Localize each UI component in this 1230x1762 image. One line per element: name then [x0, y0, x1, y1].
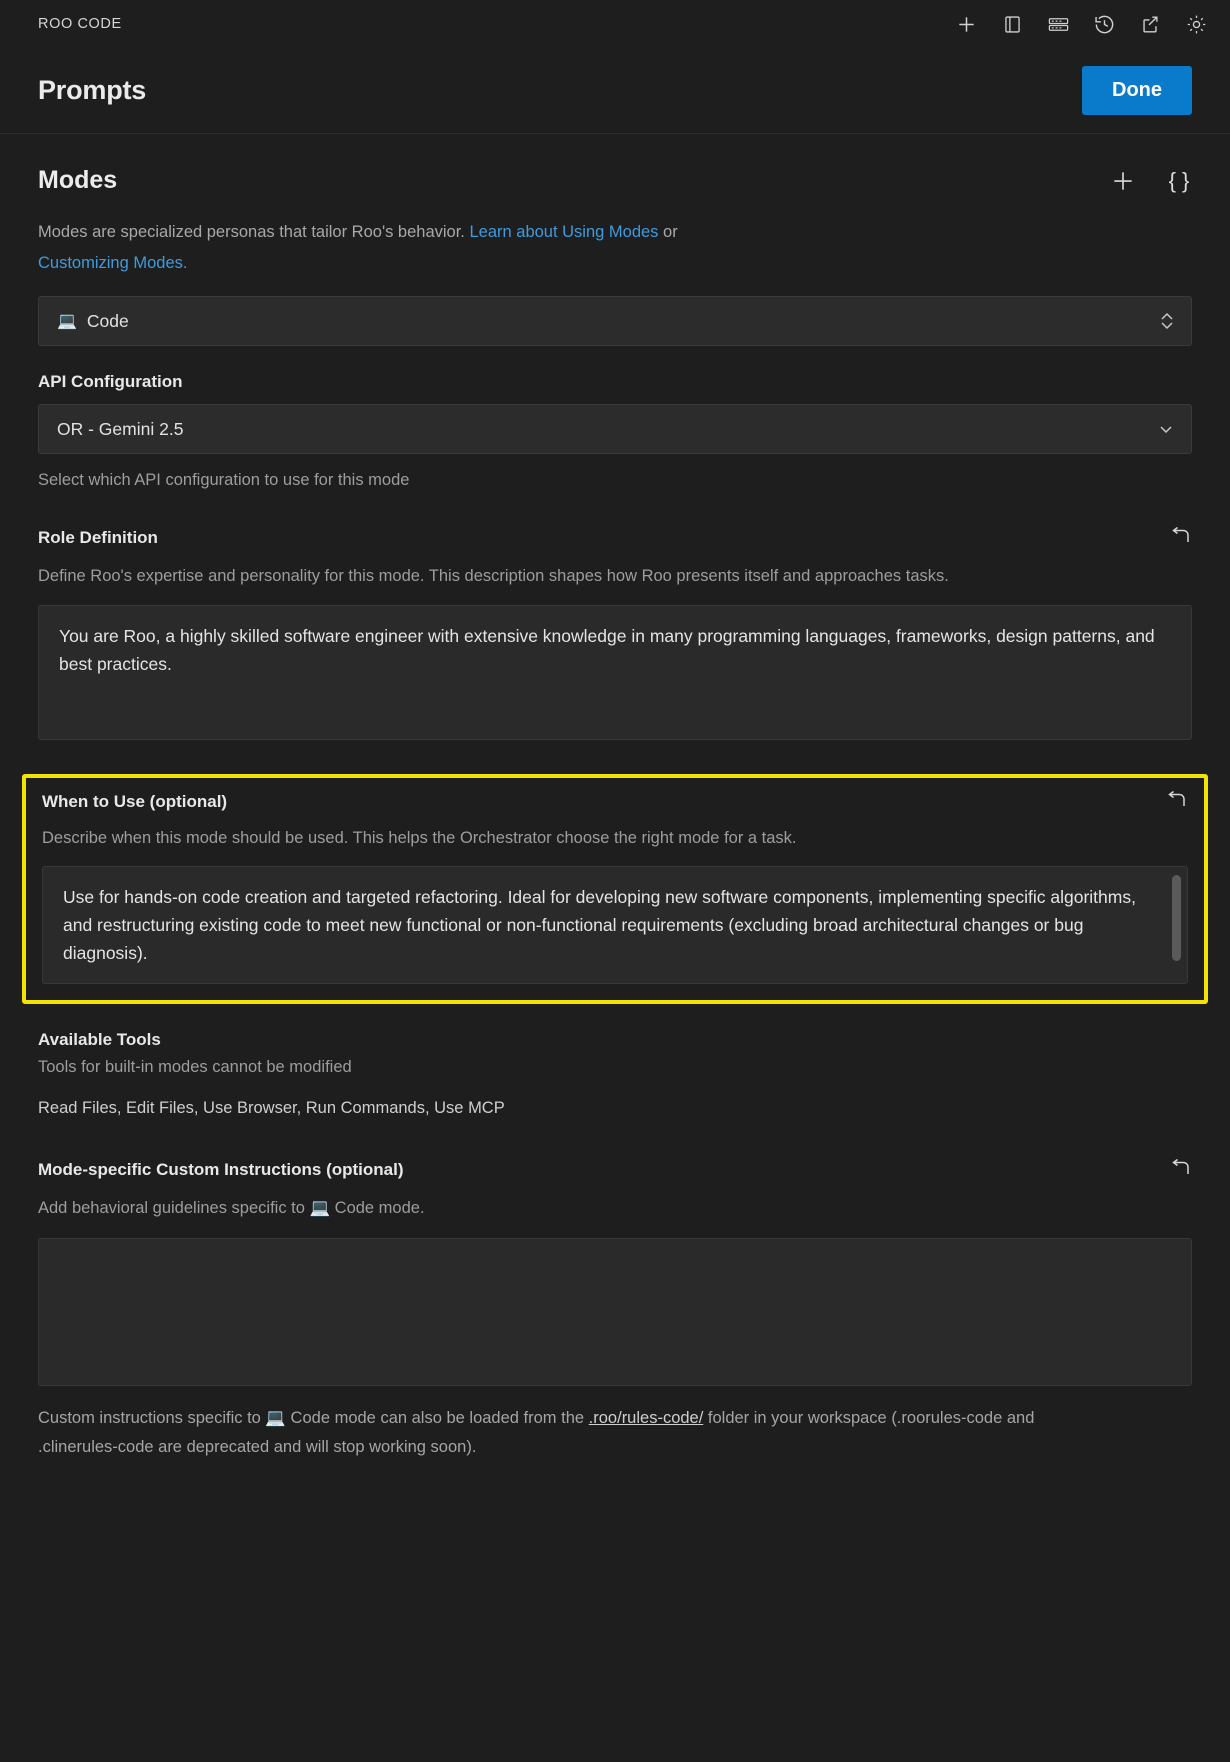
chevron-down-icon	[1157, 420, 1175, 438]
app-title: ROO CODE	[38, 16, 122, 32]
reset-role-definition-icon[interactable]	[1168, 526, 1192, 550]
api-configuration-value: OR - Gemini 2.5	[57, 418, 184, 439]
custom-instructions-hint-post: Code mode.	[330, 1199, 425, 1218]
chevron-updown-icon	[1159, 311, 1175, 331]
code-mode-icon-hint: 💻	[309, 1199, 331, 1218]
api-configuration-hint: Select which API configuration to use for this mode	[38, 471, 410, 490]
custom-instructions-textarea[interactable]	[38, 1238, 1192, 1386]
roo-rules-code-link[interactable]: .roo/rules-code/	[588, 1408, 704, 1427]
titlebar-actions	[954, 12, 1208, 36]
role-definition-label-text: Role Definition	[38, 527, 158, 547]
custom-instructions-footnote	[38, 1404, 1068, 1463]
available-tools-sub: Tools for built-in modes cannot be modified	[38, 1058, 352, 1077]
api-configuration-label: API Configuration	[38, 372, 183, 392]
footnote-post: folder in your workspace (.roorules-code and .clinerules-code are deprecated and will stop working soon).	[38, 1408, 1035, 1457]
role-definition-hint: Define Roo's expertise and personality for this mode. This description shapes how Roo presents itself and approaches tasks.	[38, 566, 949, 585]
notebook-icon[interactable]	[1000, 12, 1024, 36]
footnote-mid: Code mode can also be loaded from the	[285, 1408, 589, 1427]
when-to-use-label-text: When to Use (optional)	[42, 792, 228, 812]
modes-description-pre: Modes are specialized personas that tailor Roo's behavior.	[38, 223, 470, 241]
modes-section-header	[38, 166, 1192, 195]
when-to-use-scrollbar[interactable]	[1172, 875, 1181, 961]
role-definition-textarea[interactable]: You are Roo, a highly skilled software engineer with extensive knowledge in many programming languages, frameworks, design patterns, and best practices.	[38, 605, 1192, 740]
open-external-icon[interactable]	[1138, 12, 1162, 36]
code-mode-icon-footnote: 💻	[265, 1408, 286, 1427]
edit-modes-json-icon[interactable]: { }	[1168, 167, 1190, 193]
custom-instructions-hint-pre: Add behavioral guidelines specific to	[38, 1199, 310, 1218]
learn-using-modes-link[interactable]: Learn about Using Modes	[469, 223, 659, 241]
role-definition-label	[38, 526, 1192, 550]
when-to-use-value: Use for hands-on code creation and targeted refactoring. Ideal for developing new software components, implementing specific algorithms, and restructuring existing code to meet new functional or non-functional requirements (excluding broad architectural changes or bug diagnosis).	[63, 887, 1136, 964]
plus-icon[interactable]	[954, 12, 978, 36]
mode-selector[interactable]	[38, 296, 1192, 346]
custom-instructions-label-text: Mode-specific Custom Instructions (optional)	[38, 1160, 404, 1180]
footnote-pre: Custom instructions specific to	[38, 1408, 266, 1427]
when-to-use-label	[42, 790, 1188, 814]
code-mode-icon: 💻	[57, 313, 77, 331]
available-tools-label: Available Tools	[38, 1030, 161, 1050]
modes-description-or: or	[658, 223, 678, 241]
custom-instructions-label	[38, 1158, 1192, 1182]
when-to-use-textarea[interactable]	[42, 866, 1188, 984]
page-title: Prompts	[38, 75, 147, 105]
app-titlebar	[0, 0, 1230, 48]
when-to-use-hint: Describe when this mode should be used. This helps the Orchestrator choose the right mode for a task.	[42, 829, 797, 848]
done-button[interactable]: Done	[1082, 66, 1192, 115]
customizing-modes-link[interactable]: Customizing Modes.	[38, 253, 188, 272]
reset-when-to-use-icon[interactable]	[1164, 790, 1188, 814]
modes-description	[38, 217, 1048, 278]
available-tools-list: Read Files, Edit Files, Use Browser, Run Commands, Use MCP	[38, 1099, 505, 1118]
history-icon[interactable]	[1092, 12, 1116, 36]
custom-instructions-hint	[38, 1194, 1068, 1224]
modes-heading: Modes	[38, 166, 118, 194]
api-configuration-select[interactable]	[38, 404, 1192, 454]
prompts-content	[0, 134, 1230, 1463]
modes-header-actions	[1110, 168, 1192, 194]
gear-icon[interactable]	[1184, 12, 1208, 36]
page-header	[0, 48, 1230, 134]
server-icon[interactable]	[1046, 12, 1070, 36]
add-mode-icon[interactable]	[1110, 168, 1136, 194]
reset-custom-instructions-icon[interactable]	[1168, 1158, 1192, 1182]
mode-selector-value: Code	[86, 310, 129, 331]
when-to-use-highlight	[22, 774, 1208, 1004]
